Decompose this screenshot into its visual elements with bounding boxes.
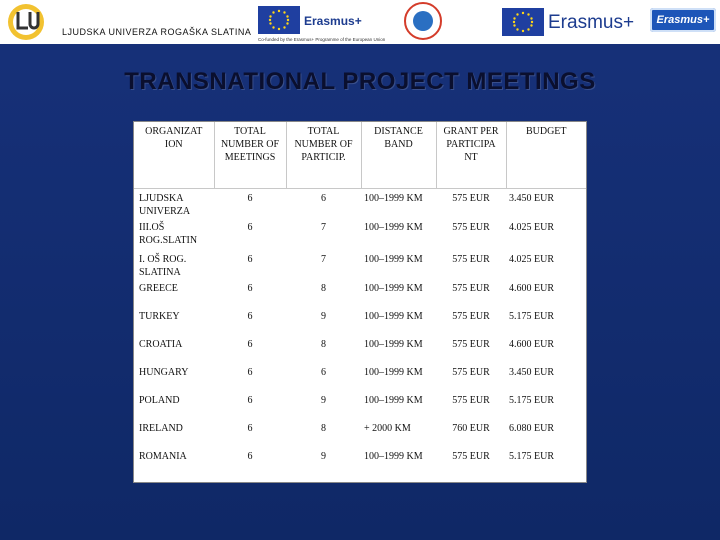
meetings-table xyxy=(133,121,587,483)
page-title: TRANSNATIONAL PROJECT MEETINGS xyxy=(124,68,596,95)
school-logo-icon xyxy=(404,2,442,40)
table-row xyxy=(134,391,586,419)
cell-grant: 575 EUR xyxy=(452,192,490,204)
cell-particip: 6 xyxy=(321,367,326,378)
cell-budget: 4.600 EUR xyxy=(509,283,554,294)
cell-budget: 4.025 EUR xyxy=(509,254,554,265)
header-organization: ORGANIZAT ION xyxy=(134,122,214,188)
cell-grant: 575 EUR xyxy=(452,395,490,406)
header-meetings: TOTAL NUMBER OF MEETINGS xyxy=(214,122,286,188)
cell-meetings: 6 xyxy=(247,339,253,350)
cell-grant: 575 EUR xyxy=(452,367,490,378)
cofunded-caption: Co-funded by the Erasmus+ Programme of the European Union xyxy=(258,37,386,42)
cell-org: GREECE xyxy=(139,283,178,294)
cell-band: + 2000 KM xyxy=(364,423,411,434)
cell-particip: 7 xyxy=(321,254,326,265)
cell-org: III.OŠ ROG.SLATIN xyxy=(139,222,198,246)
cell-meetings: 6 xyxy=(247,192,253,204)
erasmus-label: Erasmus+ xyxy=(548,12,635,33)
cell-band: 100–1999 KM xyxy=(364,311,423,322)
university-name: LJUDSKA UNIVERZA ROGAŠKA SLATINA xyxy=(62,27,252,37)
eu-flag-icon xyxy=(258,6,300,34)
cell-budget: 6.080 EUR xyxy=(509,423,554,434)
cell-band: 100–1999 KM xyxy=(364,339,423,350)
cell-grant: 575 EUR xyxy=(452,339,490,350)
cell-band: 100–1999 KM xyxy=(364,395,423,406)
header-budget: BUDGET xyxy=(506,122,586,188)
table-row xyxy=(134,363,586,391)
cell-band: 100–1999 KM xyxy=(364,192,423,204)
table-row xyxy=(134,307,586,335)
table-row xyxy=(134,419,586,447)
cell-particip: 7 xyxy=(321,222,326,233)
cell-budget: 5.175 EUR xyxy=(509,395,554,406)
cell-grant: 575 EUR xyxy=(452,254,490,265)
cell-particip: 6 xyxy=(321,192,326,204)
cell-org: CROATIA xyxy=(139,339,183,350)
cell-budget: 5.175 EUR xyxy=(509,451,554,462)
header-participants: TOTAL NUMBER OF PARTICIP. xyxy=(286,122,361,188)
cell-budget: 4.600 EUR xyxy=(509,339,554,350)
cell-budget: 4.025 EUR xyxy=(509,222,554,233)
cell-budget: 5.175 EUR xyxy=(509,311,554,322)
cell-band: 100–1999 KM xyxy=(364,254,423,265)
erasmus-badge: Erasmus+ xyxy=(650,8,716,32)
cell-band: 100–1999 KM xyxy=(364,283,423,294)
cell-meetings: 6 xyxy=(247,395,253,406)
cell-particip: 8 xyxy=(321,283,326,294)
cell-particip: 9 xyxy=(321,395,326,406)
header-distance-band: DISTANCE BAND xyxy=(361,122,436,188)
cell-band: 100–1999 KM xyxy=(364,222,423,233)
lu-logo-icon xyxy=(4,2,52,42)
cell-meetings: 6 xyxy=(247,451,253,462)
cell-meetings: 6 xyxy=(247,254,253,265)
table-row xyxy=(134,188,586,218)
cell-org: POLAND xyxy=(139,395,180,406)
header-grant: GRANT PER PARTICIPA NT xyxy=(436,122,506,188)
cell-grant: 575 EUR xyxy=(452,222,490,233)
table-row xyxy=(134,279,586,307)
cell-meetings: 6 xyxy=(247,222,253,233)
eu-flag-icon xyxy=(502,8,544,36)
cell-meetings: 6 xyxy=(247,423,253,434)
table-row xyxy=(134,250,586,279)
cell-grant: 760 EUR xyxy=(452,423,490,434)
table-row xyxy=(134,218,586,250)
cell-org: HUNGARY xyxy=(139,367,189,378)
cell-budget: 3.450 EUR xyxy=(509,367,554,378)
cell-grant: 575 EUR xyxy=(452,283,490,294)
cell-budget: 3.450 EUR xyxy=(509,192,554,204)
cell-particip: 9 xyxy=(321,451,326,462)
cell-particip: 8 xyxy=(321,339,326,350)
cell-particip: 9 xyxy=(321,311,326,322)
cell-band: 100–1999 KM xyxy=(364,451,423,462)
erasmus-label: Erasmus+ xyxy=(304,14,362,28)
cell-org: IRELAND xyxy=(139,423,183,434)
cell-grant: 575 EUR xyxy=(452,311,490,322)
cell-meetings: 6 xyxy=(247,311,253,322)
cell-org: LJUDSKA UNIVERZA xyxy=(139,192,191,217)
cell-meetings: 6 xyxy=(247,283,253,294)
logo-bar xyxy=(0,0,720,44)
cell-particip: 8 xyxy=(321,423,326,434)
cell-grant: 575 EUR xyxy=(452,451,490,462)
cell-org: ROMANIA xyxy=(139,451,187,462)
cell-org: TURKEY xyxy=(139,311,180,322)
table-row xyxy=(134,335,586,363)
cell-band: 100–1999 KM xyxy=(364,367,423,378)
cell-org: I. OŠ ROG. SLATINA xyxy=(139,254,187,278)
table-row xyxy=(134,447,586,477)
cell-meetings: 6 xyxy=(247,367,253,378)
